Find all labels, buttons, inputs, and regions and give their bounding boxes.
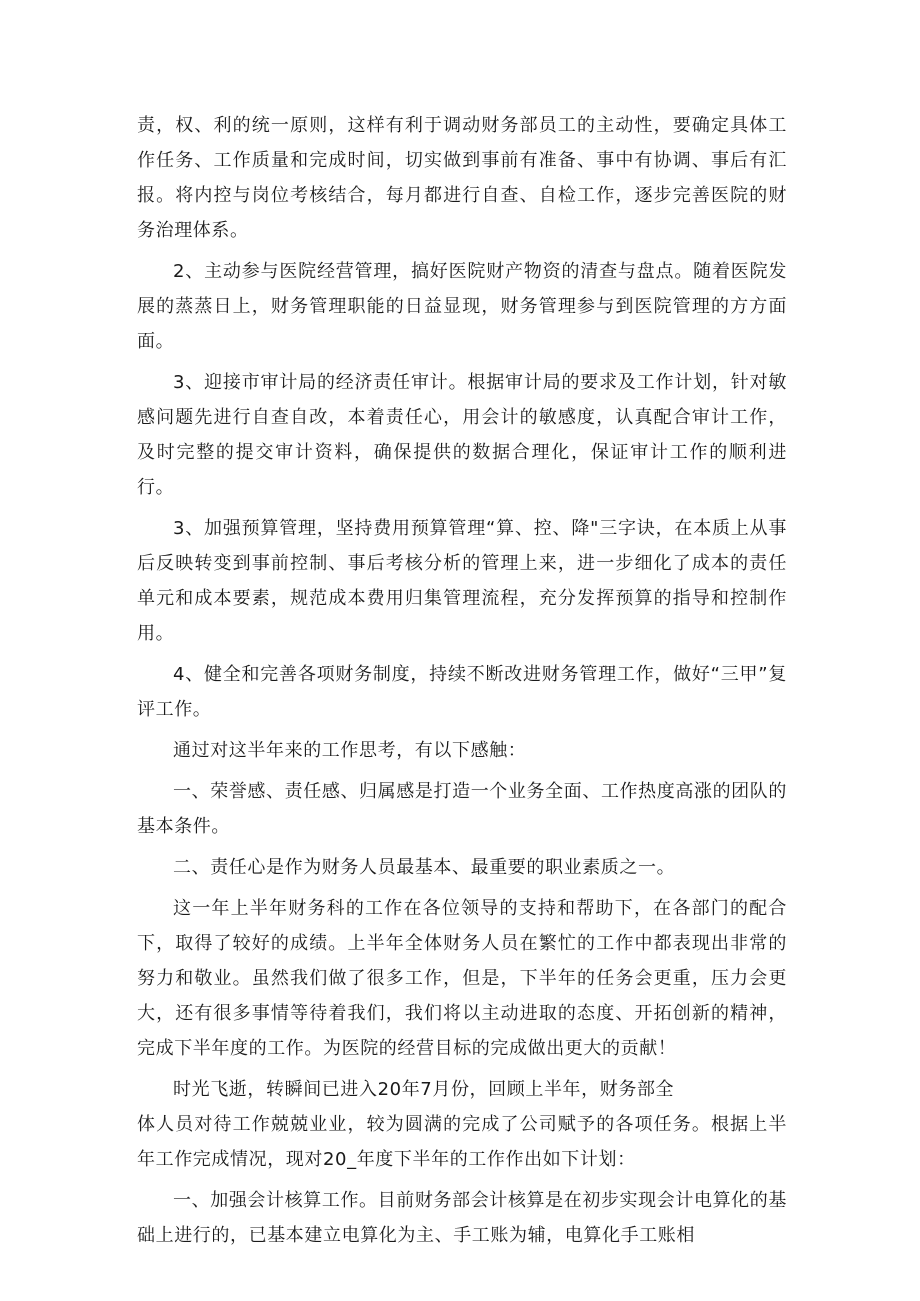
paragraph-continuation: 责，权、利的统一原则，这样有利于调动财务部员工的主动性，要确定具体工作任务、工作质量和完成时间，切实做到事前有准备、事中有协调、事后有汇报。将内控与岗位考核结合，每月都进行自查、自检工作，逐步完善医院的财务治理体系。 xyxy=(137,115,787,241)
paragraph-plan-intro-rest: 体人员对待工作兢兢业业，较为圆满的完成了公司赋予的各项任务。根据上半年工作完成情况，现对20_年度下半年的工作作出如下计划： xyxy=(137,1114,787,1170)
paragraph-plan-item-1: 一、加强会计核算工作。目前财务部会计核算是在初步实现会计电算化的基础上进行的，已基本建立电算化为主、手工账为辅，电算化手工账相 xyxy=(137,1190,787,1246)
paragraph-item-3-audit: 3、迎接市审计局的经济责任审计。根据审计局的要求及工作计划，针对敏感问题先进行自查自改，本着责任心，用会计的敏感度，认真配合审计工作，及时完整的提交审计资料，确保提供的数据合理化，保证审计工作的顺利进行。 xyxy=(137,372,787,498)
paragraph-reflection-intro: 通过对这半年来的工作思考，有以下感触： xyxy=(173,740,527,761)
paragraph-plan-intro-line: 时光飞逝，转瞬间已进入20年7月份，回顾上半年，财务部全 xyxy=(173,1079,675,1100)
paragraph-item-4: 4、健全和完善各项财务制度，持续不断改进财务管理工作，做好“三甲”复评工作。 xyxy=(137,664,787,720)
paragraph-summary: 这一年上半年财务科的工作在各位领导的支持和帮助下，在各部门的配合下，取得了较好的成绩。上半年全体财务人员在繁忙的工作中都表现出非常的努力和敬业。虽然我们做了很多工作，但是，下半年的任务会更重，压力会更大，还有很多事情等待着我们，我们将以主动进取的态度、开拓创新的精神，完成下半年度的工作。为医院的经营目标的完成做出更大的贡献！ xyxy=(137,898,787,1059)
document-body xyxy=(137,108,787,1259)
paragraph-reflection-2: 二、责任心是作为财务人员最基本、最重要的职业素质之一。 xyxy=(173,857,676,878)
paragraph-item-2: 2、主动参与医院经营管理，搞好医院财产物资的清查与盘点。随着医院发展的蒸蒸日上，财务管理职能的日益显现，财务管理参与到医院管理的方方面面。 xyxy=(137,261,787,352)
paragraph-item-3-budget: 3、加强预算管理，坚持费用预算管理“算、控、降"三字诀，在本质上从事后反映转变到事前控制、事后考核分析的管理上来，进一步细化了成本的责任单元和成本要素，规范成本费用归集管理流程，充分发挥预算的指导和控制作用。 xyxy=(137,518,787,644)
paragraph-reflection-1: 一、荣誉感、责任感、归属感是打造一个业务全面、工作热度高涨的团队的基本条件。 xyxy=(137,781,787,837)
